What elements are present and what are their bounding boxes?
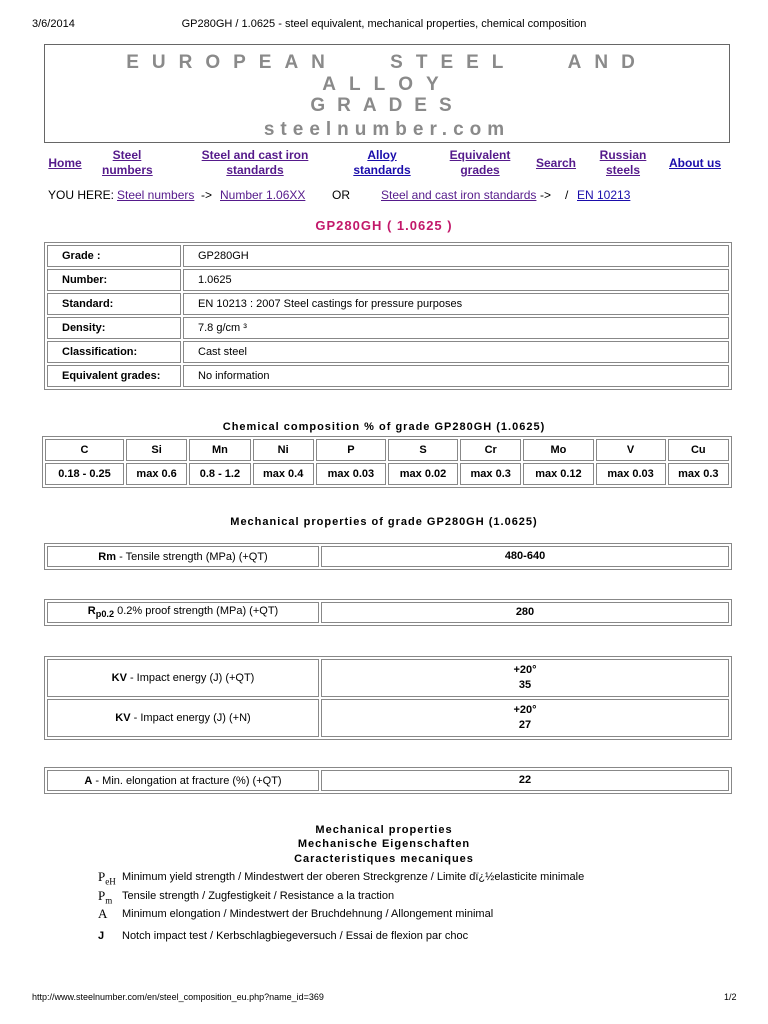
nav-equivalent-grades[interactable]: Equivalent grades xyxy=(449,148,511,177)
info-key: Grade : xyxy=(47,245,181,267)
legend-heading-de: Mechanische Eigenschaften xyxy=(297,838,471,850)
info-value: Cast steel xyxy=(183,341,729,363)
property-symbol: KV xyxy=(111,672,127,684)
element-value: max 0.3 xyxy=(460,463,521,485)
info-key: Equivalent grades: xyxy=(47,365,181,387)
element-header: Si xyxy=(126,439,187,461)
nav-steel-cast-iron-standards[interactable]: Steel and cast iron standards xyxy=(201,148,309,177)
table-row xyxy=(47,770,729,791)
info-key: Density: xyxy=(47,317,181,339)
elongation-table xyxy=(44,767,732,794)
breadcrumb-arrow: -> xyxy=(540,188,552,202)
breadcrumb-standards[interactable]: Steel and cast iron standards xyxy=(381,188,537,202)
legend-symbol xyxy=(98,869,116,887)
legend-text: Minimum yield strength / Mindestwert der oberen Streckgrenze / Limite dï¿½elasticite minimale xyxy=(122,871,585,883)
breadcrumb-or: OR xyxy=(332,188,350,202)
info-value: EN 10213 : 2007 Steel castings for pressure purposes xyxy=(183,293,729,315)
table-row xyxy=(47,245,729,267)
nav-russian-steels[interactable]: Russian steels xyxy=(599,148,647,177)
breadcrumb-standard[interactable]: EN 10213 xyxy=(577,188,631,202)
legend-symbol xyxy=(98,888,112,906)
element-header: Cu xyxy=(668,439,729,461)
property-desc: - Impact energy (J) (+N) xyxy=(130,712,251,724)
property-desc: - Min. elongation at fracture (%) (+QT) xyxy=(92,774,282,787)
legend-symbol-sub: eH xyxy=(105,876,116,887)
property-label xyxy=(47,659,319,697)
element-value: max 0.6 xyxy=(126,463,187,485)
property-value: 280 xyxy=(321,602,729,623)
table-row xyxy=(47,546,729,567)
property-value xyxy=(321,699,729,737)
banner-site-name: steelnumber.com xyxy=(263,119,511,140)
property-desc: - Tensile strength (MPa) (+QT) xyxy=(116,550,268,563)
element-value: 0.8 - 1.2 xyxy=(189,463,250,485)
property-symbol: A xyxy=(84,774,93,787)
impact-value: 35 xyxy=(518,679,532,691)
element-header: P xyxy=(316,439,386,461)
property-symbol: KV xyxy=(115,712,131,724)
property-value xyxy=(321,659,729,697)
table-row xyxy=(47,365,729,387)
footer-page-number: 1/2 xyxy=(724,992,737,1002)
property-symbol-main: R xyxy=(87,605,96,618)
proof-strength-table xyxy=(44,599,732,626)
element-value: max 0.03 xyxy=(316,463,386,485)
mech-title: Mechanical properties of grade GP280GH (1.0625) xyxy=(230,516,538,528)
test-temperature: +20° xyxy=(513,704,537,716)
table-row xyxy=(47,269,729,291)
element-value: max 0.3 xyxy=(668,463,729,485)
legend-text: Tensile strength / Zugfestigkeit / Resistance a la traction xyxy=(122,890,395,902)
legend-symbol-main: P xyxy=(98,869,106,884)
print-date: 3/6/2014 xyxy=(32,18,75,30)
table-row xyxy=(45,439,729,461)
banner-line-1: EUROPEAN STEEL AND ALLOY xyxy=(126,52,648,95)
element-value: max 0.02 xyxy=(388,463,458,485)
legend-heading-en: Mechanical properties xyxy=(315,824,453,836)
info-key: Number: xyxy=(47,269,181,291)
nav-home[interactable]: Home xyxy=(48,156,82,170)
property-value: 480-640 xyxy=(321,546,729,567)
table-row xyxy=(47,317,729,339)
legend-symbol-sub: m xyxy=(105,895,113,906)
property-symbol xyxy=(87,605,115,620)
print-title: GP280GH / 1.0625 - steel equivalent, mechanical properties, chemical composition xyxy=(181,18,587,30)
nav-search[interactable]: Search xyxy=(535,156,577,170)
property-label xyxy=(47,770,319,791)
impact-energy-table xyxy=(44,656,732,740)
element-header: C xyxy=(45,439,124,461)
legend-text: Notch impact test / Kerbschlagbiegeversuch / Essai de flexion par choc xyxy=(122,930,469,942)
legend-symbol: J xyxy=(98,930,105,942)
breadcrumb-number-group[interactable]: Number 1.06XX xyxy=(220,188,306,202)
main-nav xyxy=(44,148,730,180)
breadcrumb-slash: / xyxy=(565,188,569,202)
legend-text: Minimum elongation / Mindestwert der Bruchdehnung / Allongement minimal xyxy=(122,908,494,920)
info-key: Classification: xyxy=(47,341,181,363)
element-header: Mo xyxy=(523,439,593,461)
property-label xyxy=(47,602,319,623)
test-temperature: +20° xyxy=(513,664,537,676)
site-banner xyxy=(44,44,730,143)
info-value: 7.8 g/cm ³ xyxy=(183,317,729,339)
property-value: 22 xyxy=(321,770,729,791)
chem-composition-table xyxy=(42,436,732,488)
property-desc: - Impact energy (J) (+QT) xyxy=(126,672,255,684)
tensile-strength-table xyxy=(44,543,732,570)
element-header: V xyxy=(596,439,666,461)
table-row xyxy=(47,602,729,623)
element-header: Cr xyxy=(460,439,521,461)
legend-heading-fr: Caracteristiques mecaniques xyxy=(294,853,474,865)
info-value: GP280GH xyxy=(183,245,729,267)
banner-line-2: GRADES xyxy=(310,95,464,116)
grade-info-table xyxy=(44,242,732,390)
table-row xyxy=(47,341,729,363)
print-header xyxy=(0,14,768,30)
info-value: No information xyxy=(183,365,729,387)
nav-steel-numbers[interactable]: Steel numbers xyxy=(102,148,153,177)
property-desc: 0.2% proof strength (MPa) (+QT) xyxy=(114,605,279,618)
element-header: Mn xyxy=(189,439,250,461)
chem-title: Chemical composition % of grade GP280GH (1.0625) xyxy=(222,421,546,433)
table-row xyxy=(47,659,729,697)
property-symbol-sub: p0.2 xyxy=(95,609,115,620)
breadcrumb-you-here: YOU HERE: xyxy=(48,188,115,202)
element-header: Ni xyxy=(253,439,314,461)
table-row xyxy=(47,699,729,737)
property-symbol: Rm xyxy=(98,550,117,563)
breadcrumb-arrow: -> xyxy=(201,188,213,202)
info-value: 1.0625 xyxy=(183,269,729,291)
table-row xyxy=(47,293,729,315)
info-key: Standard: xyxy=(47,293,181,315)
table-row xyxy=(45,463,729,485)
nav-about-us[interactable]: About us xyxy=(669,156,721,170)
grade-title: GP280GH ( 1.0625 ) xyxy=(315,218,453,233)
element-value: max 0.12 xyxy=(523,463,593,485)
element-value: max 0.03 xyxy=(596,463,666,485)
breadcrumb-steel-numbers[interactable]: Steel numbers xyxy=(117,188,195,202)
element-value: max 0.4 xyxy=(253,463,314,485)
legend-symbol: A xyxy=(98,906,108,921)
nav-alloy-standards[interactable]: Alloy standards xyxy=(353,148,411,177)
impact-value: 27 xyxy=(518,719,532,731)
property-label xyxy=(47,699,319,737)
footer-url: http://www.steelnumber.com/en/steel_composition_eu.php?name_id=369 xyxy=(32,992,324,1002)
element-value: 0.18 - 0.25 xyxy=(45,463,124,485)
property-label xyxy=(47,546,319,567)
element-header: S xyxy=(388,439,458,461)
legend-symbol-main: P xyxy=(98,888,106,903)
